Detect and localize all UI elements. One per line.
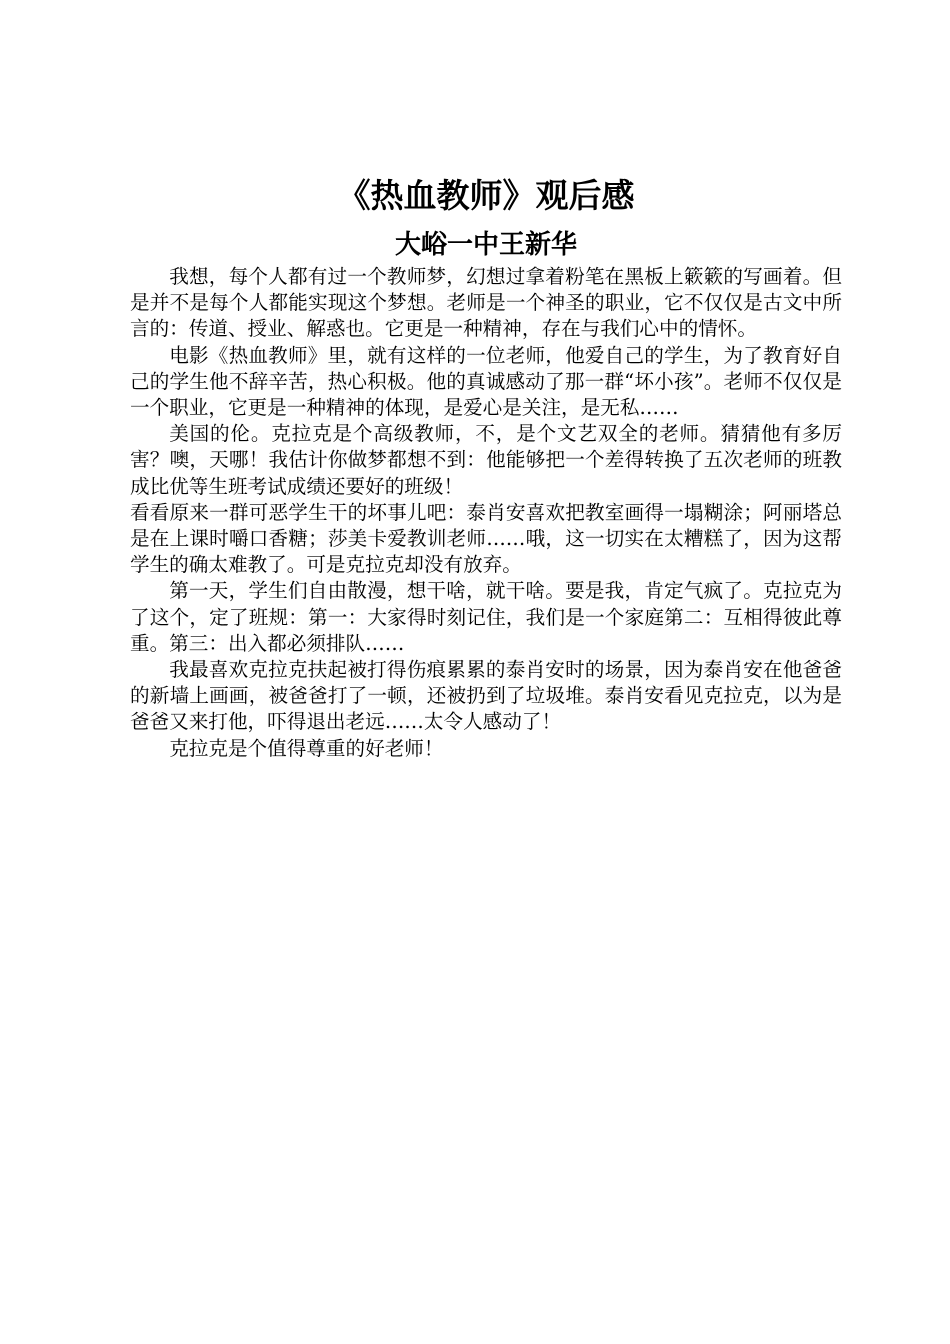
paragraph-4: 看看原来一群可恶学生干的坏事儿吧：泰肖安喜欢把教室画得一塌糊涂；阿丽塔总是在上课时嚼口香糖；莎美卡爱教训老师……哦，这一切实在太糟糕了，因为这帮学生的确太难教了。可是克拉克却没有放弃。 [130, 500, 842, 577]
paragraph-5: 第一天，学生们自由散漫，想干啥，就干啥。要是我，肯定气疯了。克拉克为了这个，定了班规：第一：大家得时刻记住，我们是一个家庭第二：互相得彼此尊重。第三：出入都必须排队…… [130, 579, 842, 655]
page-title: 《热血教师》观后感 [337, 176, 635, 215]
document-body [130, 172, 842, 762]
paragraph-7: 克拉克是个值得尊重的好老师！ [169, 736, 444, 760]
paragraph-2: 电影《热血教师》里，就有这样的一位老师，他爱自己的学生，为了教育好自己的学生他不辞辛苦，热心积极。他的真诚感动了那一群“坏小孩”。老师不仅仅是一个职业，它更是一种精神的体现，是爱心是关注，是无私…… [130, 343, 842, 420]
paragraph-3: 美国的伦。克拉克是个高级教师，不，是个文艺双全的老师。猜猜他有多厉害？噢，天哪！我估计你做梦都想不到：他能够把一个差得转换了五次老师的班教成比优等生班考试成绩还要好的班级！ [130, 422, 842, 498]
author-line: 大峪一中王新华 [394, 230, 577, 260]
paragraph-1: 我想，每个人都有过一个教师梦，幻想过拿着粉笔在黑板上簌簌的写画着。但是并不是每个人都能实现这个梦想。老师是一个神圣的职业，它不仅仅是古文中所言的：传道、授业、解惑也。它更是一种精神，存在与我们心中的情怀。 [130, 265, 842, 341]
paragraph-6: 我最喜欢克拉克扶起被打得伤痕累累的泰肖安时的场景，因为泰肖安在他爸爸的新墙上画画，被爸爸打了一顿，还被扔到了垃圾堆。泰肖安看见克拉克，以为是爸爸又来打他，吓得退出老远……太令人感动了！ [130, 658, 842, 734]
article-text [130, 264, 842, 762]
